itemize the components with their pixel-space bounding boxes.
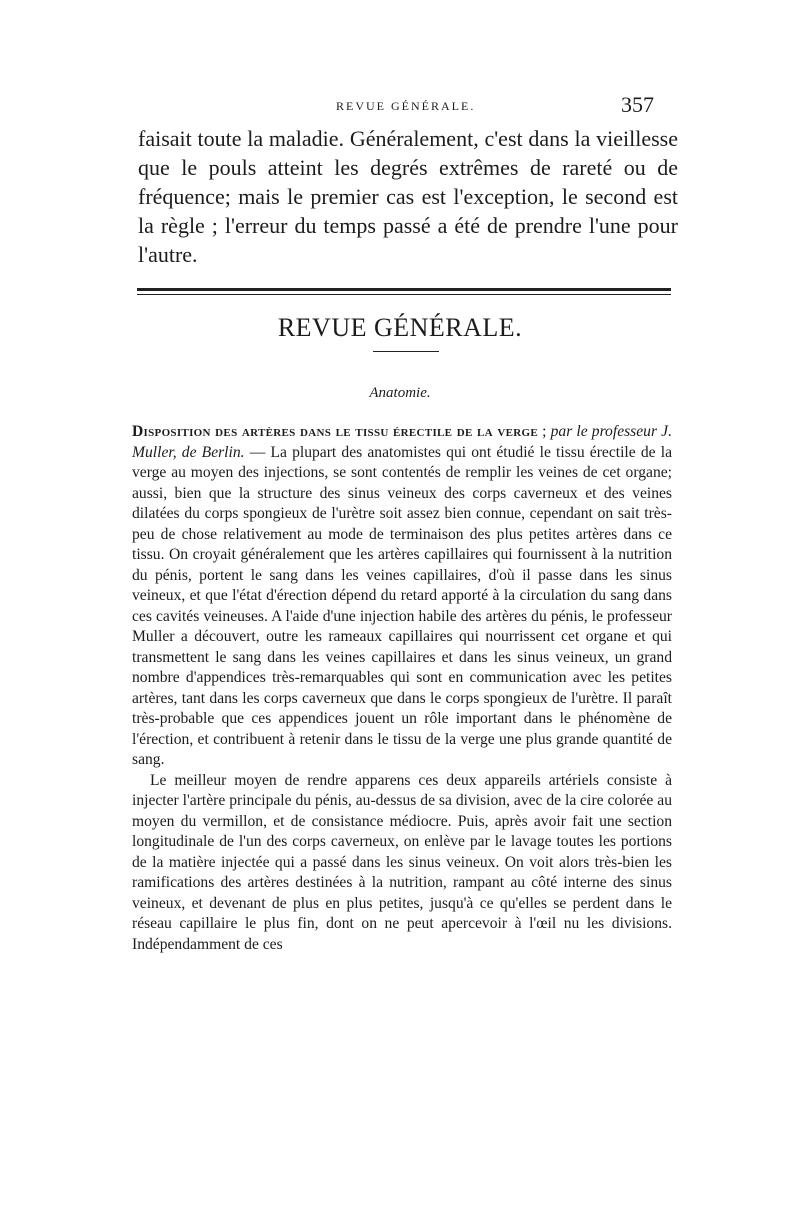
article-paragraph-1	[132, 422, 672, 771]
intro-paragraph: faisait toute la maladie. Généralement, c'est dans la vieillesse que le pouls atteint les degrés extrêmes de rareté ou de fréquence; mais le premier cas est l'exception, le second est la règle ; l'erreur du temps passé a été de prendre l'une pour l'autre.	[138, 126, 678, 267]
running-head: REVUE GÉNÉRALE.	[336, 99, 476, 113]
section-rule-thin	[137, 294, 671, 295]
article-heading: Disposition des artères dans le tissu érectile de la verge	[132, 423, 538, 440]
page-number: 357	[621, 92, 654, 117]
title-underline	[373, 351, 439, 352]
article-paragraph-2: Le meilleur moyen de rendre apparens ces deux appareils artériels consiste à injecter l'artère principale du pénis, au-dessus de sa division, avec de la cire colorée au moyen du vermillon, et de consistance médiocre. Puis, après avoir fait une section longitudinale de l'un des corps caverneux, on enlève par le lavage toutes les portions de la matière injectée qui a passé dans les sinus veineux. On voit alors très-bien les ramifications des artères destinées à la nutrition, rampant au côté interne des sinus veineux, et devenant de plus en plus petites, jusqu'à ce qu'elles se perdent dans le réseau capillaire le plus fin, dont on ne peut apercevoir à l'œil nu les divisions. Indépendamment de ces	[132, 771, 672, 953]
section-rule-thick	[137, 288, 671, 291]
intro-paragraph-block	[138, 124, 678, 269]
article-byline: par le professeur J. Muller, de Berlin.	[132, 423, 672, 461]
article-body	[132, 422, 672, 955]
section-title: REVUE GÉNÉRALE.	[277, 313, 523, 342]
byline-separator: ;	[537, 423, 551, 440]
subsection-title: Anatomie.	[369, 385, 431, 401]
article-paragraph-1-text: — La plupart des anatomistes qui ont étudié le tissu érectile de la verge au moyen des injections, se sont contentés de remplir les veines de cet organe; aussi, bien que la structure des sinus veineux des corps caverneux et des veines dilatées du corps spongieux de l'urètre soit assez bien connue, cependant on sait très-peu de chose relativement au mode de terminaison des plus petites artères dans ce tissu. On croyait généralement que les artères capillaires qui fournissent à la nutrition du pénis, portent le sang dans les veines capillaires, d'où il passe dans les sinus veineux, et que l'état d'érection dépend du retard apporté à la circulation du sang dans ces cavités veineuses. A l'aide d'une injection habile des artères du pénis, le professeur Muller a découvert, outre les rameaux capillaires qui nourrissent cet organe et qui transmettent le sang dans les veines capillaires et dans les sinus veineux, un grand nombre d'appendices très-remarquables qui sont en communication avec les petites artères, tant dans les corps caverneux que dans le corps spongieux de l'urètre. Il paraît très-probable que ces appendices jouent un rôle important dans le phénomène de l'érection, et contribuent à retenir dans le tissu de la verge une plus grande quantité de sang.	[132, 443, 672, 768]
